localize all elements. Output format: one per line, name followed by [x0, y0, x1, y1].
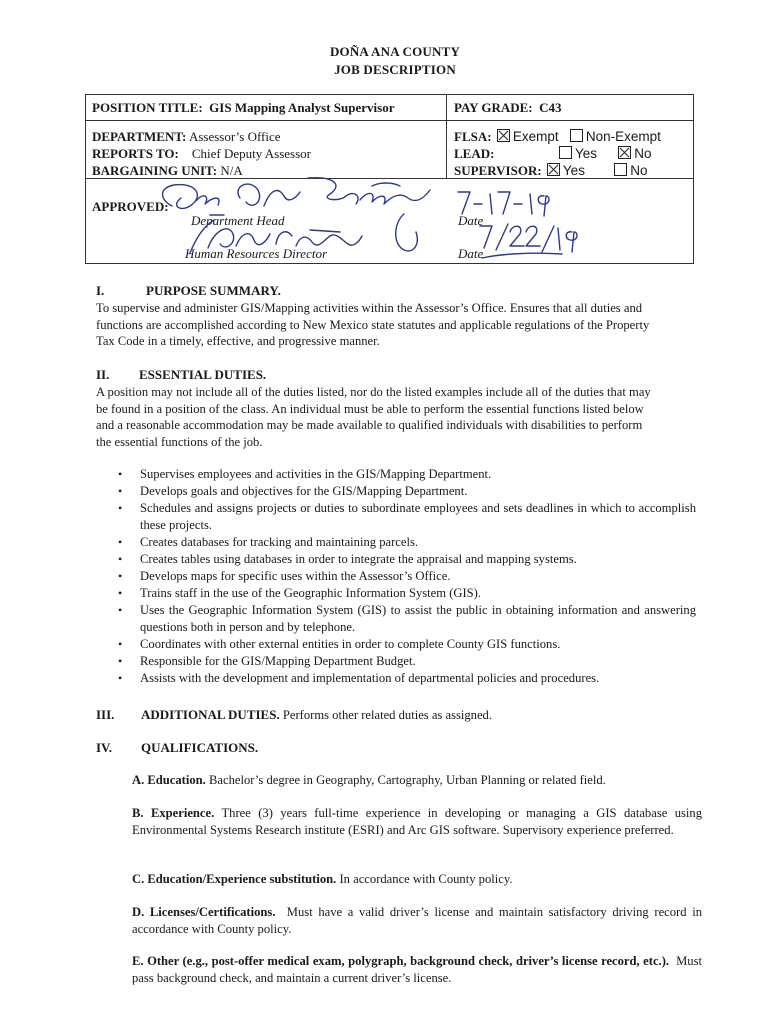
section-3-number: III.	[96, 707, 115, 722]
section-2-number: II.	[96, 367, 110, 382]
qualification-other	[132, 953, 702, 986]
education-text: Bachelor’s degree in Geography, Cartography, Urban Planning or related field.	[209, 773, 606, 787]
purpose-line: Tax Code in a timely, effective, and progressive manner.	[96, 334, 380, 349]
reports-to-label: REPORTS TO:	[92, 146, 179, 161]
substitution-text: In accordance with County policy.	[339, 872, 513, 886]
supervisor-no-option: No	[630, 163, 648, 178]
bargaining-unit-label: BARGAINING UNIT:	[92, 163, 218, 178]
licenses-label: D. Licenses/Certifications.	[132, 905, 276, 919]
reports-to-value: Chief Deputy Assessor	[191, 146, 312, 161]
purpose-line: To supervise and administer GIS/Mapping activities within the Assessor’s Office. Ensures that all duties and	[96, 301, 643, 315]
supervisor-yes-option: Yes	[562, 163, 585, 178]
duty-item: • Schedules and assigns projects or duties to subordinate employees and sets deadlines in which to accomplish these projects.	[118, 500, 696, 534]
duty-item: • Responsible for the GIS/Mapping Department Budget.	[118, 653, 696, 670]
other-label: E. Other (e.g., post-offer medical exam, polygraph, background check, driver’s license record, etc.).	[132, 954, 670, 968]
department-head-label: Department Head	[191, 213, 285, 228]
document-title: JOB DESCRIPTION	[334, 62, 456, 77]
date-label-1: Date	[458, 213, 484, 228]
section-2-title: ESSENTIAL DUTIES.	[139, 367, 267, 382]
lead-label: LEAD:	[454, 146, 495, 161]
hr-director-signature	[190, 214, 417, 253]
qualification-education	[132, 772, 702, 789]
department-label: DEPARTMENT:	[92, 129, 187, 144]
qualification-licenses	[132, 904, 702, 937]
date-label-2: Date	[458, 246, 484, 261]
supervisor-label: SUPERVISOR:	[454, 163, 542, 178]
bargaining-unit-value: N/A	[220, 163, 243, 178]
duty-item: • Creates databases for tracking and maintaining parcels.	[118, 534, 696, 551]
section-4-number: IV.	[96, 740, 113, 755]
experience-text: Three (3) years full-time experience in developing or managing a GIS database using Environmental Systems Research institute (ESRI) and Arc GIS software. Supervisory experience preferred.	[132, 806, 703, 837]
duty-item: • Develops maps for specific uses within the Assessor’s Office.	[118, 568, 696, 585]
essential-intro-line: the essential functions of the job.	[96, 435, 263, 450]
duty-item: • Assists with the development and implementation of departmental policies and procedures.	[118, 670, 696, 687]
position-title-value: GIS Mapping Analyst Supervisor	[209, 100, 395, 115]
essential-intro-line: A position may not include all of the duties listed, nor do the listed examples include all of the duties that may	[96, 385, 651, 399]
section-3-title: ADDITIONAL DUTIES.	[141, 707, 280, 722]
duty-item: • Develops goals and objectives for the GIS/Mapping Department.	[118, 483, 696, 500]
essential-intro-paragraph	[96, 384, 706, 451]
duty-item: • Coordinates with other external entities in order to complete County GIS functions.	[118, 636, 696, 653]
essential-duties-list	[118, 466, 696, 687]
pay-grade-label: PAY GRADE:	[454, 100, 533, 115]
duty-item: • Trains staff in the use of the Geographic Information System (GIS).	[118, 585, 696, 602]
department-value: Assessor’s Office	[188, 129, 281, 144]
purpose-line: functions are accomplished according to New Mexico state statutes and applicable regulations of the Property	[96, 317, 650, 332]
essential-intro-line: be found in a position of the class. An individual must be able to perform the essential functions listed below	[96, 401, 644, 416]
qualification-experience	[132, 805, 702, 838]
licenses-text: Must have a valid driver’s license and maintain satisfactory driving record in accordance with County policy.	[132, 905, 703, 936]
date-1-handwritten	[458, 192, 549, 216]
additional-duties-text: Performs other related duties as assigned.	[282, 708, 492, 722]
qualification-substitution	[132, 871, 702, 888]
other-text: Must pass background check, and maintain a current driver’s license.	[132, 954, 702, 985]
approval-signatures	[0, 0, 770, 270]
department-head-signature	[163, 178, 431, 215]
county-name: DOÑA ANA COUNTY	[329, 44, 461, 59]
flsa-nonexempt-option: Non-Exempt	[585, 129, 661, 144]
lead-yes-option: Yes	[575, 146, 598, 161]
position-title-label: POSITION TITLE:	[92, 100, 203, 115]
approved-label: APPROVED:	[92, 199, 169, 214]
education-label: A. Education.	[132, 773, 206, 787]
date-2-handwritten	[480, 224, 577, 258]
section-4-title: QUALIFICATIONS.	[141, 740, 259, 755]
purpose-paragraph	[96, 300, 706, 350]
flsa-label: FLSA:	[454, 129, 492, 144]
experience-label: B. Experience.	[132, 806, 215, 820]
duty-item: • Creates tables using databases in order to integrate the appraisal and mapping systems.	[118, 551, 696, 568]
essential-intro-line: and a reasonable accommodation may be made available to qualified individuals with disabilities to perform	[96, 418, 643, 433]
hr-director-label: Human Resources Director	[185, 246, 328, 261]
lead-no-option: No	[634, 146, 652, 161]
section-3-row	[141, 707, 492, 723]
pay-grade-value: C43	[539, 100, 562, 115]
duty-item: • Supervises employees and activities in the GIS/Mapping Department.	[118, 466, 696, 483]
section-1-title: PURPOSE SUMMARY.	[146, 283, 281, 298]
duty-item: • Uses the Geographic Information System (GIS) to assist the public in obtaining information and answering questions both in person and by telephone.	[118, 602, 696, 636]
substitution-label: C. Education/Experience substitution.	[132, 872, 337, 886]
section-1-number: I.	[96, 283, 105, 298]
flsa-exempt-option: Exempt	[512, 129, 559, 144]
